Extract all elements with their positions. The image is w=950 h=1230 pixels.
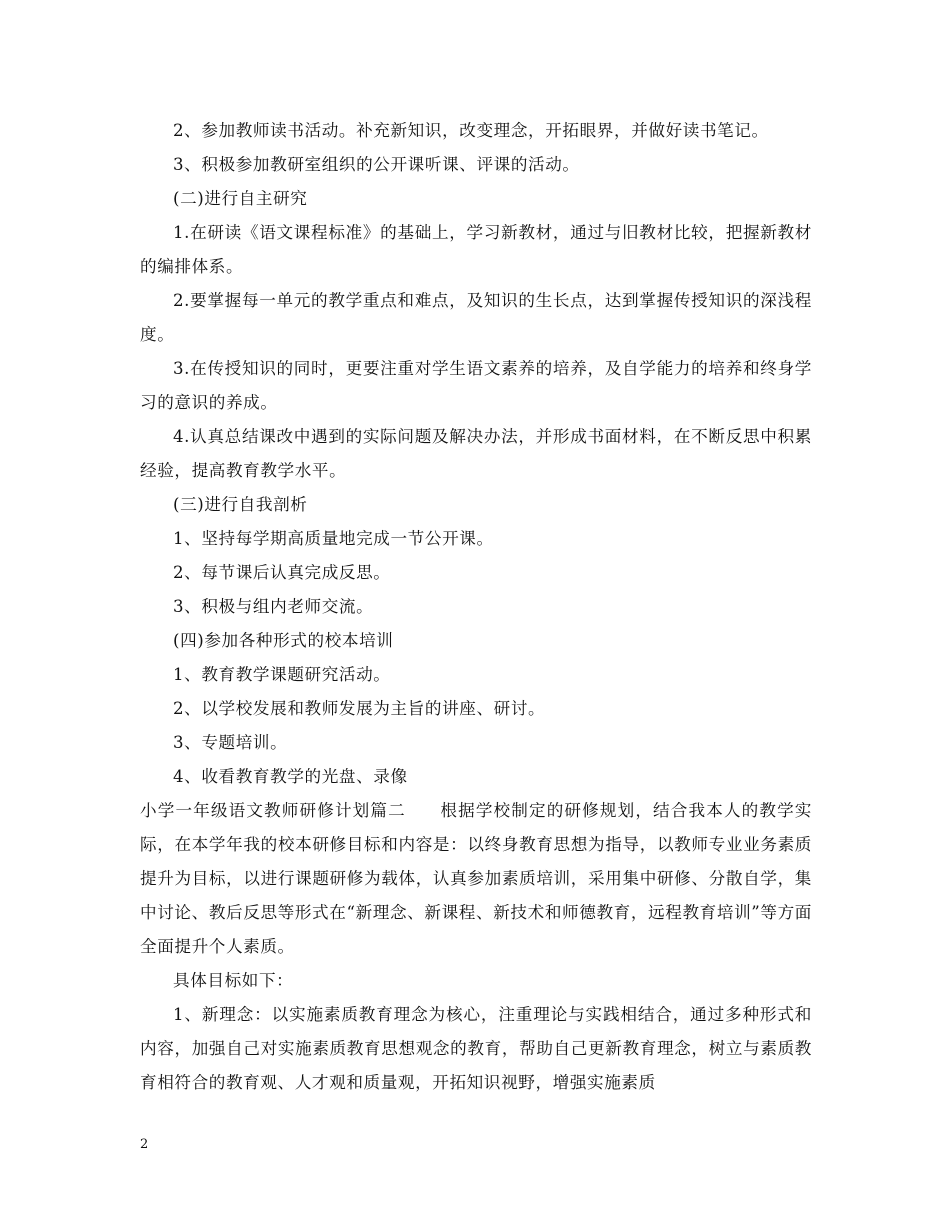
section-title: 小学一年级语文教师研修计划篇二: [140, 801, 406, 820]
subheading-4: (四)参加各种形式的校本培训: [173, 631, 394, 650]
paragraph-3: 1.在研读《语文课程标准》的基础上，学习新教材，通过与旧教材比较，把握新教材的编排体系。: [140, 223, 812, 276]
subheading-3: (三)进行自我剖析: [173, 495, 308, 514]
paragraph-11: 2、以学校发展和教师发展为主旨的讲座、研讨。: [173, 699, 546, 718]
paragraph-4: 2.要掌握每一单元的教学重点和难点，及知识的生长点，达到掌握传授知识的深浅程度。: [140, 291, 812, 344]
paragraph-2: 3、积极参加教研室组织的公开课听课、评课的活动。: [173, 155, 580, 174]
paragraph-7: 1、坚持每学期高质量地完成一节公开课。: [173, 529, 494, 548]
section-paragraph: [140, 794, 812, 964]
paragraph-12: 3、专题培训。: [173, 733, 288, 752]
document-body: [140, 114, 812, 1100]
subheading-2: (二)进行自主研究: [173, 189, 308, 208]
paragraph-9: 3、积极与组内老师交流。: [173, 597, 374, 616]
paragraph-6: 4.认真总结课改中遇到的实际问题及解决办法，并形成书面材料，在不断反思中积累经验，提高教育教学水平。: [140, 427, 812, 480]
paragraph-goals: 具体目标如下：: [173, 971, 294, 990]
paragraph-new-concept: 1、新理念：以实施素质教育理念为核心，注重理论与实践相结合，通过多种形式和内容，加强自己对实施素质教育思想观念的教育，帮助自己更新教育理念，树立与素质教育相符合的教育观、人才观和质量观，开拓知识视野，增强实施素质: [140, 1005, 812, 1092]
paragraph-8: 2、每节课后认真完成反思。: [173, 563, 391, 582]
paragraph-1: 2、参加教师读书活动。补充新知识，改变理念，开拓眼界，并做好读书笔记。: [173, 121, 769, 140]
paragraph-10: 1、教育教学课题研究活动。: [173, 665, 391, 684]
section-intro: 根据学校制定的研修规划，结合我本人的教学实际，在本学年我的校本研修目标和内容是：以终身教育思想为指导，以教师专业业务素质提升为目标，以进行课题研修为载体，认真参加素质培训，采用集中研修、分散自学，集中讨论、教后反思等形式在“新理念、新课程、新技术和师德教育，远程教育培训”等方面全面提升个人素质。: [140, 801, 813, 956]
paragraph-13: 4、收看教育教学的光盘、录像: [173, 767, 408, 786]
paragraph-5: 3.在传授知识的同时，更要注重对学生语文素养的培养，及自学能力的培养和终身学习的意识的养成。: [140, 359, 812, 412]
page-number: 2: [140, 1137, 149, 1152]
